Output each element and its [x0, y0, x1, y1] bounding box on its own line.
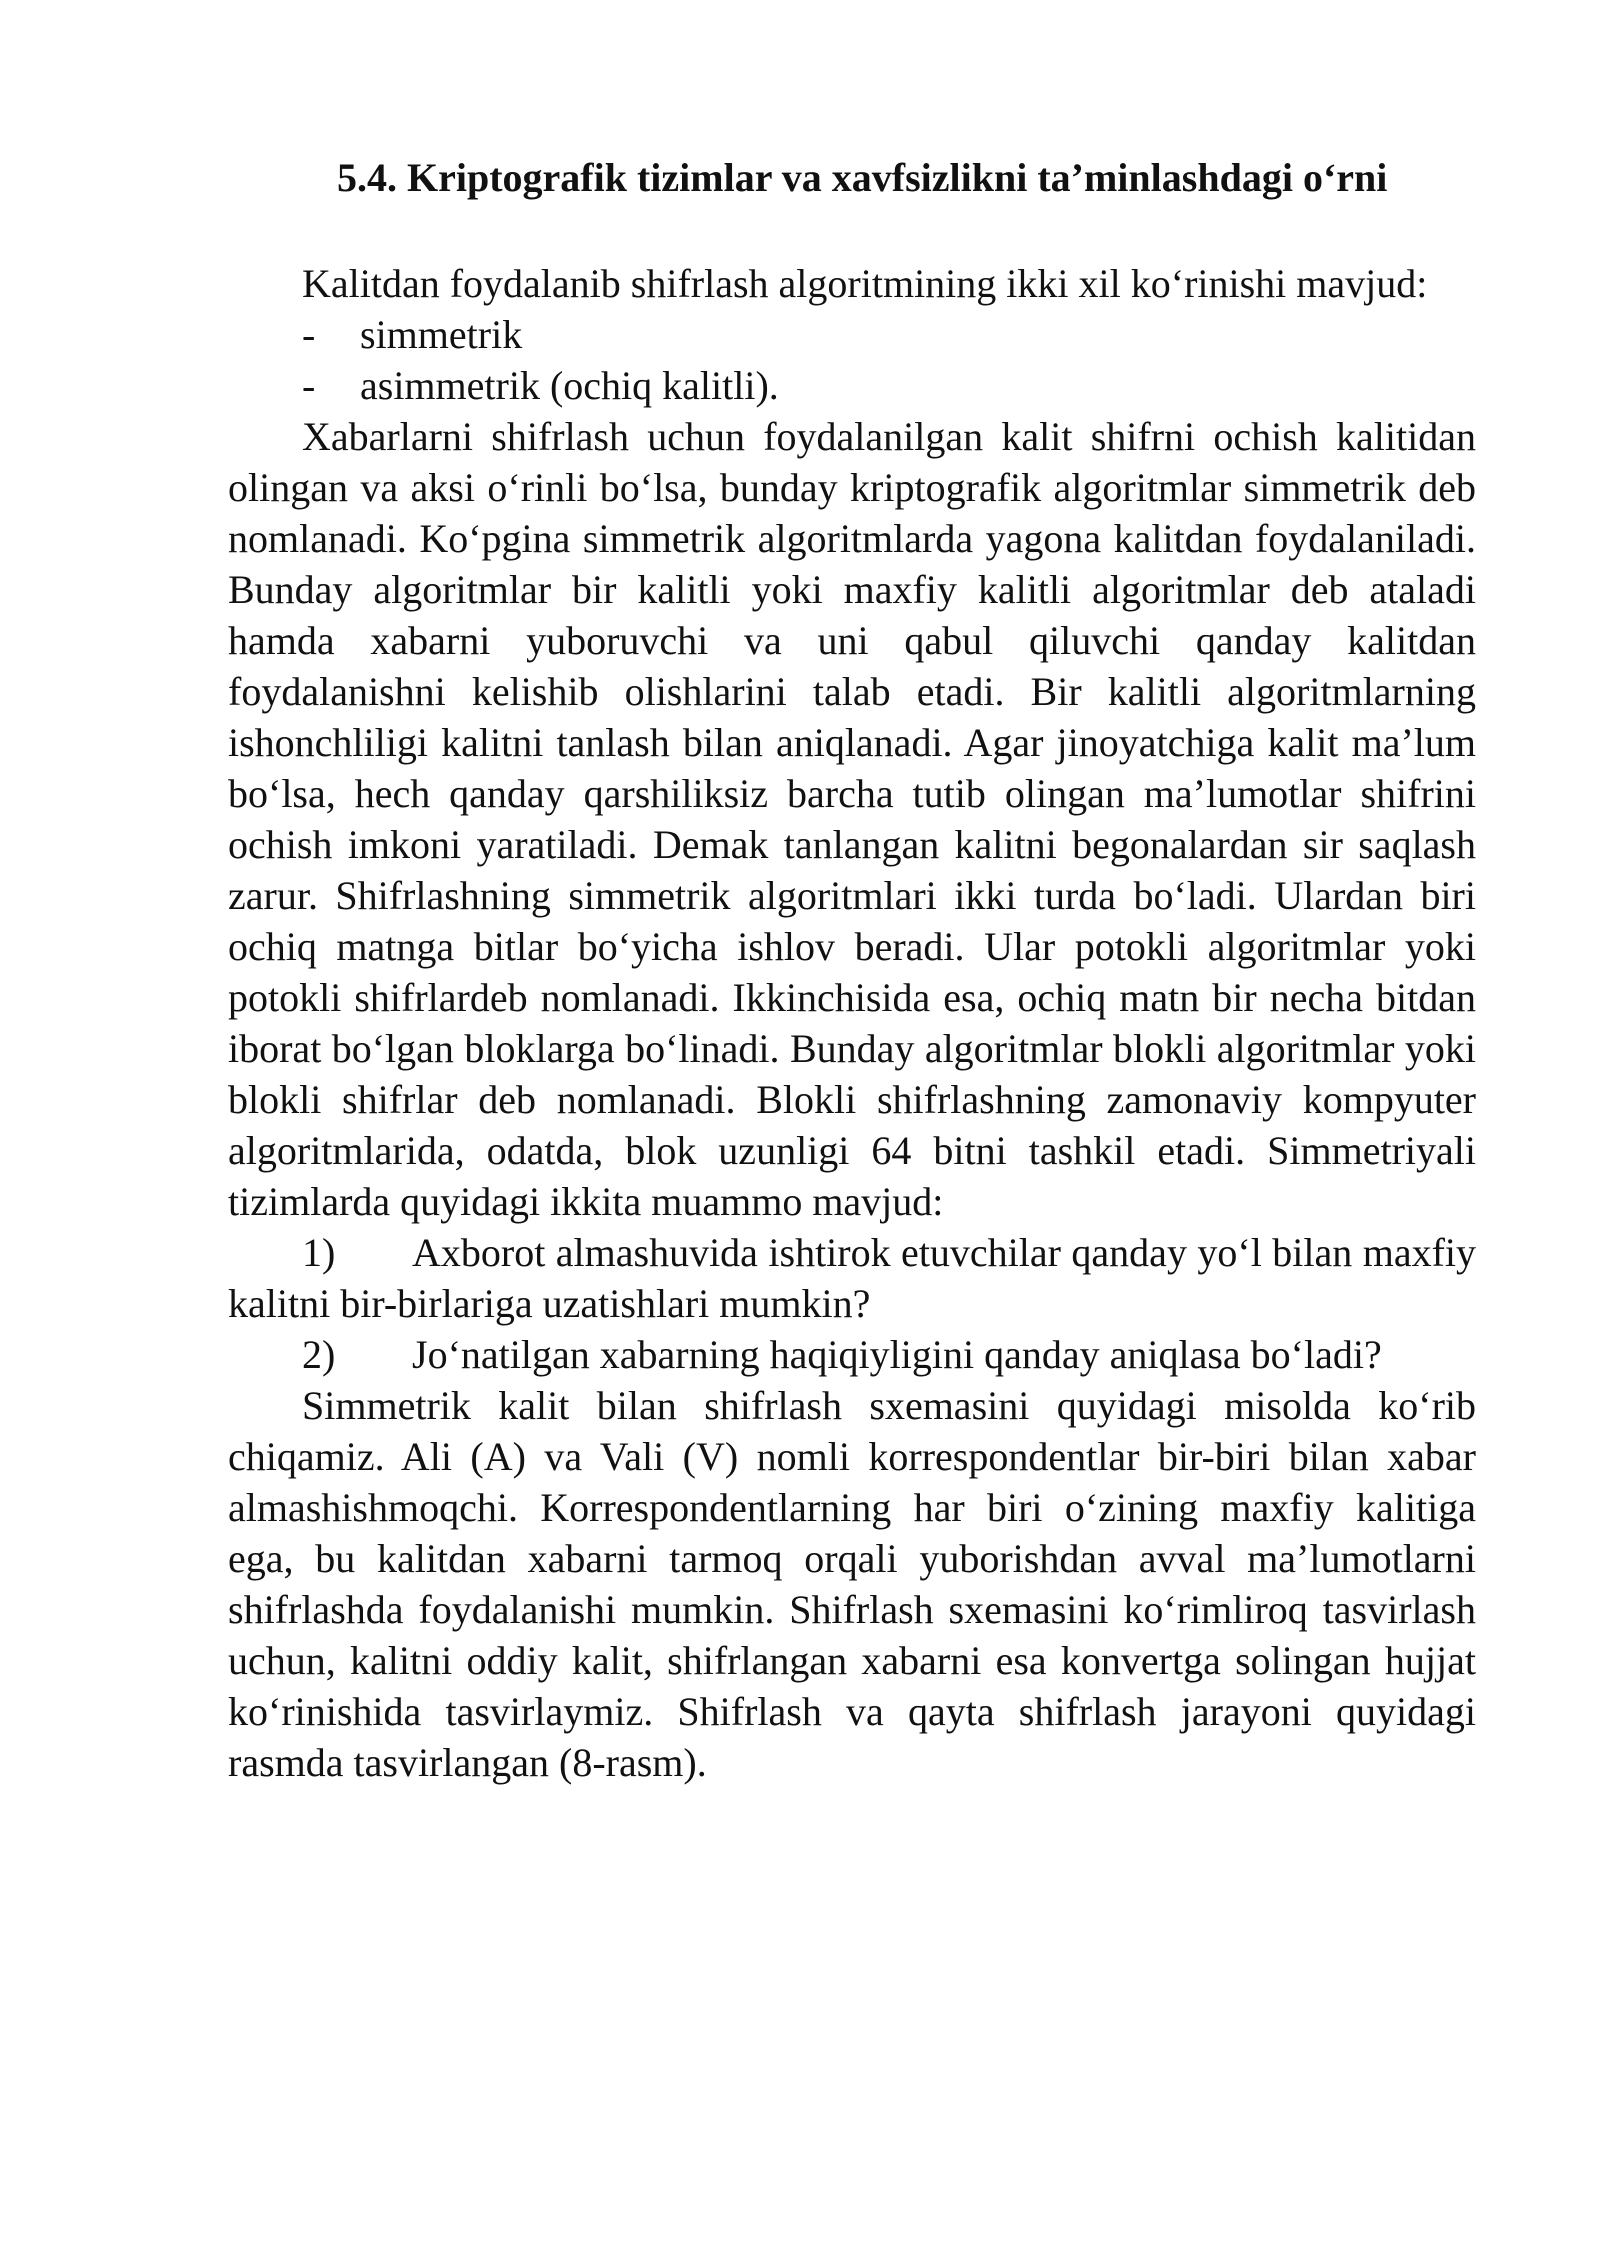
section-heading: 5.4. Kriptografik tizimlar va xavfsizlikni ta’minlashdagi o‘rni [337, 155, 1388, 200]
symmetric-algorithms-paragraph: Xabarlarni shifrlash uchun foydalanilgan kalit shifrni ochish kalitidan olingan va aksi o‘rinli bo‘lsa, bunday kriptografik algoritmlar simmetrik deb nomlanadi. Ko‘pgina simmetrik algoritmlarda yagona kalitdan foydalaniladi. Bunday algoritmlar bir kalitli yoki maxfiy kalitli algoritmlar deb ataladi hamda xabarni yuboruvchi va uni qabul qiluvchi qanday kalitdan foydalanishni kelishib olishlarini talab etadi. Bir kalitli algoritmlarning ishonchliligi kalitni tanlash bilan aniqlanadi. Agar jinoyatchiga kalit ma’lum bo‘lsa, hech qanday qarshiliksiz barcha tutib olingan ma’lumotlar shifrini ochish imkoni yaratiladi. Demak tanlangan kalitni begonalardan sir saqlash zarur. Shifrlashning simmetrik algoritmlari ikki turda bo‘ladi. Ulardan biri ochiq matnga bitlar bo‘yicha ishlov beradi. Ular potokli algoritmlar yoki potokli shifrlardeb nomlanadi. Ikkinchisida esa, ochiq matn bir necha bitdan iborat bo‘lgan bloklarga bo‘linadi. Bunday algoritmlar blokli algoritmlar yoki blokli shifrlar deb nomlanadi. Blokli shifrlashning zamonaviy kompyuter algoritmlarida, odatda, blok uzunligi 64 bitni tashkil etadi. Simmetriyali tizimlarda quyidagi ikkita muammo mavjud: [228, 414, 1476, 1224]
document-body [228, 258, 1476, 1788]
numbered-marker: 2) [302, 1332, 336, 1377]
numbered-item-2 [228, 1329, 1476, 1380]
list-item-symmetric [228, 309, 1476, 360]
example-paragraph: Simmetrik kalit bilan shifrlash sxemasini quyidagi misolda ko‘rib chiqamiz. Ali (A) va Vali (V) nomli korrespondentlar bir-biri bilan xabar almashishmoqchi. Korrespondentlarning har biri o‘zining maxfiy kalitiga ega, bu kalitdan xabarni tarmoq orqali yuborishdan avval ma’lumotlarni shifrlashda foydalanishi mumkin. Shifrlash sxemasini ko‘rimliroq tasvirlash uchun, kalitni oddiy kalit, shifrlangan xabarni esa konvertga solingan hujjat ko‘rinishida tasvirlaymiz. Shifrlash va qayta shifrlash jarayoni quyidagi rasmda tasvirlangan (8-rasm). [228, 1383, 1476, 1785]
list-item-asymmetric [228, 360, 1476, 411]
list-item-text: asimmetrik (ochiq kalitli). [360, 363, 779, 408]
numbered-item-text: Jo‘natilgan xabarning haqiqiyligini qanday aniqlasa bo‘ladi? [412, 1332, 1382, 1377]
numbered-marker: 1) [302, 1230, 336, 1275]
intro-paragraph: Kalitdan foydalanib shifrlash algoritmining ikki xil ko‘rinishi mavjud: [302, 261, 1428, 306]
list-dash-marker: - [302, 363, 316, 408]
list-item-text: simmetrik [360, 312, 523, 357]
numbered-item-text: Axborot almashuvida ishtirok etuvchilar qanday yo‘l bilan maxfiy kalitni bir-birlariga uzatishlari mumkin? [228, 1230, 1476, 1326]
numbered-item-1 [228, 1227, 1476, 1329]
list-dash-marker: - [302, 312, 316, 357]
